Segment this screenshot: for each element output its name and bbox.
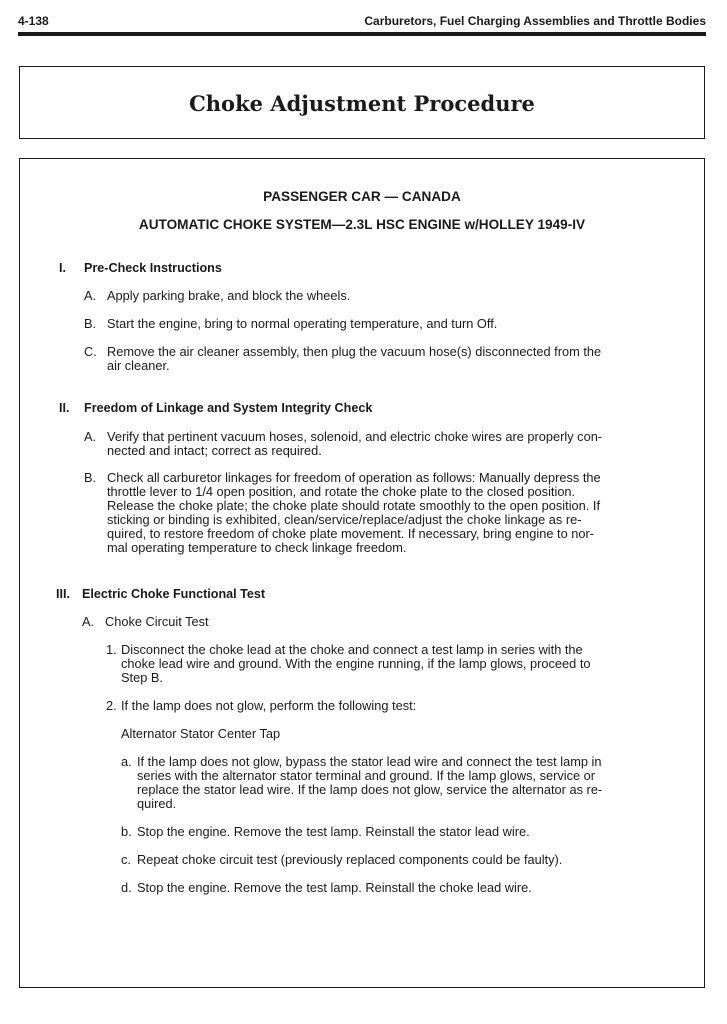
substep-label: c. [121, 852, 131, 867]
header-rule [18, 32, 706, 36]
substep-text-line: quired. [137, 796, 177, 811]
step-label: 1. [106, 642, 117, 657]
section-2-number: II. [59, 401, 70, 415]
title-box [19, 66, 705, 139]
step-text-line: choke lead wire and ground. With the engine running, if the lamp glows, proceed to [121, 656, 591, 671]
item-text-line: Release the choke plate; the choke plate should rotate smoothly to the open position. If [107, 498, 600, 513]
item-text-line: nected and intact; correct as required. [107, 443, 322, 458]
page-header [18, 10, 706, 32]
section-1-title: Pre-Check Instructions [84, 261, 222, 275]
item-label: A. [84, 288, 97, 303]
item-text-line: Verify that pertinent vacuum hoses, solenoid, and electric choke wires are properly con- [107, 429, 603, 444]
substep-label: b. [121, 824, 132, 839]
substep-text-line: series with the alternator stator terminal and ground. If the lamp glows, service or [137, 768, 596, 783]
item-text-line: Choke Circuit Test [105, 614, 209, 629]
substep-text-line: replace the stator lead wire. If the lamp does not glow, service the alternator as re- [137, 782, 603, 797]
item-label: B. [84, 316, 97, 331]
item-label: A. [84, 429, 97, 444]
step-text-line: Step B. [121, 670, 163, 685]
item-label: B. [84, 470, 97, 485]
section-title: Carburetors, Fuel Charging Assemblies and Throttle Bodies [364, 14, 706, 28]
item-label: C. [84, 344, 97, 359]
item-text-line: Remove the air cleaner assembly, then plug the vacuum hose(s) disconnected from the [107, 344, 602, 359]
page-title: Choke Adjustment Procedure [189, 91, 535, 116]
step-label: 2. [106, 698, 117, 713]
substep-label: d. [121, 880, 132, 895]
section-3-title: Electric Choke Functional Test [82, 587, 266, 601]
subheading: Alternator Stator Center Tap [121, 726, 281, 741]
procedure-box [19, 158, 705, 988]
section-3-number: III. [56, 587, 70, 601]
heading-passenger-car: PASSENGER CAR — CANADA [263, 189, 461, 204]
step-text-line: Disconnect the choke lead at the choke and connect a test lamp in series with the [121, 642, 583, 657]
substep-label: a. [121, 754, 132, 769]
substep-text-line: Stop the engine. Remove the test lamp. Reinstall the choke lead wire. [137, 880, 532, 895]
substep-text-line: If the lamp does not glow, bypass the stator lead wire and connect the test lamp in [137, 754, 602, 769]
item-text-line: Check all carburetor linkages for freedom of operation as follows: Manually depress the [107, 470, 601, 485]
item-text-line: quired, to restore freedom of choke plate movement. If necessary, bring engine to nor- [107, 526, 595, 541]
item-text-line: throttle lever to 1/4 open position, and rotate the choke plate to the closed position. [107, 484, 576, 499]
item-label: A. [82, 614, 95, 629]
section-2-title: Freedom of Linkage and System Integrity Check [84, 401, 373, 415]
step-text-line: If the lamp does not glow, perform the following test: [121, 698, 417, 713]
item-text-line: mal operating temperature to check linkage freedom. [107, 540, 407, 555]
item-text-line: sticking or binding is exhibited, clean/service/replace/adjust the choke linkage as re- [107, 512, 582, 527]
substep-text-line: Stop the engine. Remove the test lamp. Reinstall the stator lead wire. [137, 824, 530, 839]
item-text-line: Start the engine, bring to normal operating temperature, and turn Off. [107, 316, 498, 331]
section-1-number: I. [59, 261, 66, 275]
item-text-line: air cleaner. [107, 358, 170, 373]
substep-text-line: Repeat choke circuit test (previously replaced components could be faulty). [137, 852, 563, 867]
item-text-line: Apply parking brake, and block the wheels. [107, 288, 351, 303]
heading-system: AUTOMATIC CHOKE SYSTEM—2.3L HSC ENGINE w/HOLLEY 1949-IV [138, 217, 586, 232]
page-number: 4-138 [18, 14, 49, 28]
